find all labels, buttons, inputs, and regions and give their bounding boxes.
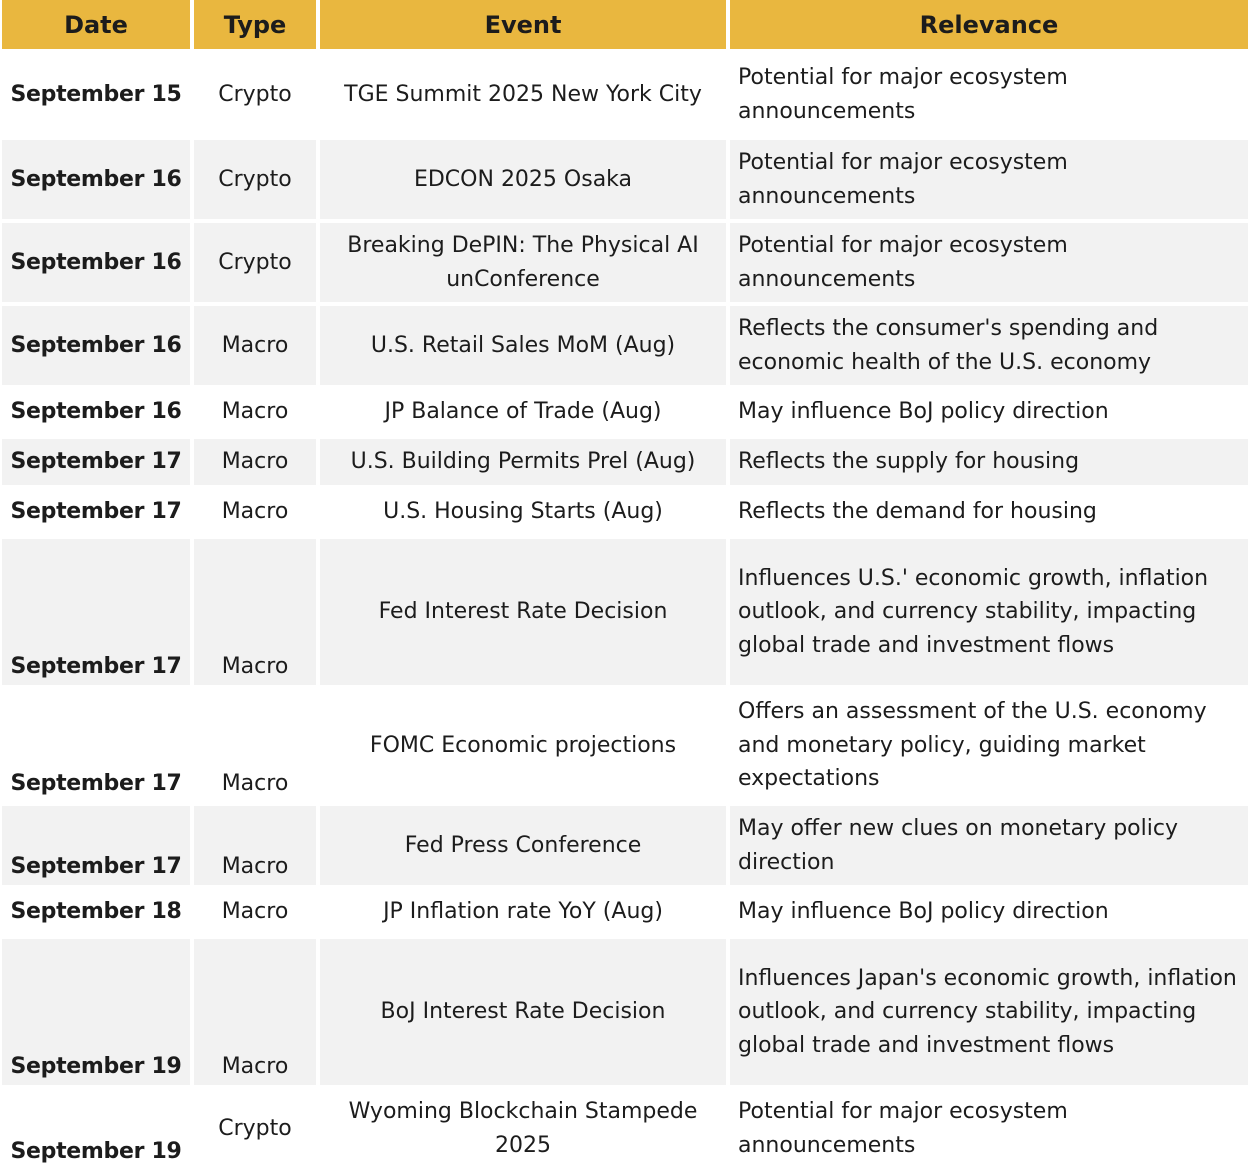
date-cell: September 19	[2, 1089, 190, 1168]
table-row	[2, 889, 1248, 935]
event-cell: Breaking DePIN: The Physical AI unConference	[320, 223, 726, 302]
relevance-cell: Reflects the supply for housing	[730, 439, 1248, 485]
type-cell: Macro	[194, 889, 316, 935]
type-cell: Crypto	[194, 140, 316, 219]
type-cell: Macro	[194, 939, 316, 1085]
event-cell: U.S. Housing Starts (Aug)	[320, 489, 726, 535]
event-cell: EDCON 2025 Osaka	[320, 140, 726, 219]
relevance-cell: May offer new clues on monetary policy direction	[730, 806, 1248, 885]
relevance-cell: Influences Japan's economic growth, inflation outlook, and currency stability, impacting global trade and investment flows	[730, 939, 1248, 1085]
event-cell: Wyoming Blockchain Stampede 2025	[320, 1089, 726, 1168]
table-row	[2, 539, 1248, 685]
table-row	[2, 806, 1248, 885]
type-cell: Macro	[194, 389, 316, 435]
event-cell: U.S. Building Permits Prel (Aug)	[320, 439, 726, 485]
relevance-cell: May influence BoJ policy direction	[730, 389, 1248, 435]
table-row	[2, 223, 1248, 302]
table-row	[2, 489, 1248, 535]
date-cell: September 16	[2, 223, 190, 302]
date-cell: September 17	[2, 806, 190, 885]
relevance-cell: Offers an assessment of the U.S. economy and monetary policy, guiding market expectations	[730, 689, 1248, 802]
header-event: Event	[320, 0, 726, 49]
relevance-cell: Reflects the demand for housing	[730, 489, 1248, 535]
type-cell: Macro	[194, 439, 316, 485]
table-row	[2, 53, 1248, 136]
relevance-cell: Reflects the consumer's spending and economic health of the U.S. economy	[730, 306, 1248, 385]
header-type: Type	[194, 0, 316, 49]
relevance-cell: Influences U.S.' economic growth, inflation outlook, and currency stability, impacting global trade and investment flows	[730, 539, 1248, 685]
header-date: Date	[2, 0, 190, 49]
event-cell: Fed Interest Rate Decision	[320, 539, 726, 685]
table-row	[2, 389, 1248, 435]
event-cell: Fed Press Conference	[320, 806, 726, 885]
type-cell: Macro	[194, 539, 316, 685]
type-cell: Crypto	[194, 1089, 316, 1168]
table-row	[2, 140, 1248, 219]
date-cell: September 18	[2, 889, 190, 935]
table-row	[2, 1089, 1248, 1168]
event-cell: U.S. Retail Sales MoM (Aug)	[320, 306, 726, 385]
type-cell: Crypto	[194, 53, 316, 136]
date-cell: September 16	[2, 389, 190, 435]
event-cell: TGE Summit 2025 New York City	[320, 53, 726, 136]
date-cell: September 17	[2, 439, 190, 485]
type-cell: Macro	[194, 306, 316, 385]
table-row	[2, 939, 1248, 1085]
date-cell: September 17	[2, 539, 190, 685]
date-cell: September 16	[2, 306, 190, 385]
date-cell: September 16	[2, 140, 190, 219]
date-cell: September 15	[2, 53, 190, 136]
relevance-cell: Potential for major ecosystem announcements	[730, 223, 1248, 302]
type-cell: Crypto	[194, 223, 316, 302]
table-row	[2, 306, 1248, 385]
event-cell: JP Balance of Trade (Aug)	[320, 389, 726, 435]
relevance-cell: Potential for major ecosystem announcements	[730, 140, 1248, 219]
table-body	[2, 53, 1248, 1168]
date-cell: September 19	[2, 939, 190, 1085]
header-row	[2, 0, 1248, 49]
type-cell: Macro	[194, 489, 316, 535]
header-relevance: Relevance	[730, 0, 1248, 49]
relevance-cell: Potential for major ecosystem announcements	[730, 1089, 1248, 1168]
table-header	[2, 0, 1248, 49]
event-cell: BoJ Interest Rate Decision	[320, 939, 726, 1085]
table-row	[2, 439, 1248, 485]
event-cell: FOMC Economic projections	[320, 689, 726, 802]
table-row	[2, 689, 1248, 802]
event-cell: JP Inflation rate YoY (Aug)	[320, 889, 726, 935]
date-cell: September 17	[2, 489, 190, 535]
date-cell: September 17	[2, 689, 190, 802]
relevance-cell: Potential for major ecosystem announcements	[730, 53, 1248, 136]
type-cell: Macro	[194, 806, 316, 885]
type-cell: Macro	[194, 689, 316, 802]
relevance-cell: May influence BoJ policy direction	[730, 889, 1248, 935]
